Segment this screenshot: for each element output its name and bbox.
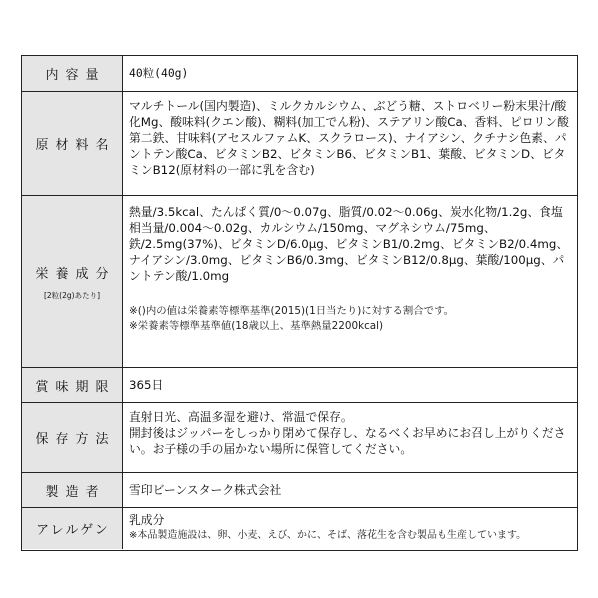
storage-line: 直射日光、高温多湿を避け、常温で保存。 [129,410,353,424]
row-storage [22,402,577,472]
label-text: 製造者 [45,484,106,500]
row-value [129,403,571,472]
product-info-table [21,55,578,551]
row-label [22,473,123,507]
row-content [22,56,577,91]
label-text: 内容量 [45,68,106,83]
row-label [22,92,123,195]
best-before-value: 365日 [129,378,164,392]
row-label [22,508,123,549]
nutrition-note: ※()内の値は栄養素等標準基準(2015)(1日当たり)に対する割合です。 [129,305,455,317]
storage-line: 開封後はジッパーをしっかり閉めて保存し、なるべくお早めにお召し上がりください。お子様の手の届かない場所に保管してください。 [129,426,566,456]
row-value [129,92,571,195]
nutrition-note: ※栄養素等標準基準値(18歳以上、基準熱量2200kcal) [129,320,384,332]
content-value: 40粒(40g) [129,66,189,80]
row-value [129,473,571,507]
label-text: 賞味期限 [35,379,116,395]
row-ingredients [22,91,577,195]
label-subtext: [2粒(2g)あたり] [43,290,100,300]
row-value [129,196,571,367]
row-best-before [22,367,577,402]
ingredients-value: マルチトール(国内製造)、ミルクカルシウム、ぶどう糖、ストロベリー粉末果汁/酸化Mg、酸味料(クエン酸)、糊料(加工でん粉)、ステアリン酸Ca、香料、ピロリン酸第二鉄、甘味料(アセスルファムK、スクラロース)、ナイアシン、クチナシ色素、パントテン酸Ca、ビタミンB2、ビタミンB6、ビタミンB1、葉酸、ビタミンD、ビタミンB12(原材料の一部に乳を含む) [129,99,569,177]
label-text: 栄養成分 [35,266,116,282]
nutrition-value: 熱量/3.5kcal、たんぱく質/0〜0.07g、脂質/0.02〜0.06g、炭水化物/1.2g、食塩相当量/0.004〜0.02g、カルシウム/150mg、マグネシウム/75mg、鉄/2.5mg(37%)、ビタミンD/6.0μg、ビタミンB1/0.2mg、ビタミンB2/0.4mg、ナイアシン/3.0mg、ビタミンB6/0.3mg、ビタミンB12/0.8μg、葉酸/100μg、パントテン酸/1.0mg [129,205,569,283]
allergen-note: ※本品製造施設は、卵、小麦、えび、かに、そば、落花生を含む製品も生産しています。 [129,530,527,541]
row-label [22,196,123,367]
row-value [129,56,571,91]
label-text: 保存方法 [35,432,116,447]
row-label [22,403,123,472]
label-text: アレルゲン [36,523,110,538]
row-nutrition [22,195,577,367]
row-value [129,368,571,402]
row-value [129,508,571,549]
label-text: 原材料名 [35,138,116,153]
row-label [22,56,123,91]
row-maker [22,472,577,507]
row-allergen [22,507,577,549]
maker-value: 雪印ビーンスターク株式会社 [129,483,282,497]
allergen-value: 乳成分 [129,513,165,527]
row-label [22,368,123,402]
